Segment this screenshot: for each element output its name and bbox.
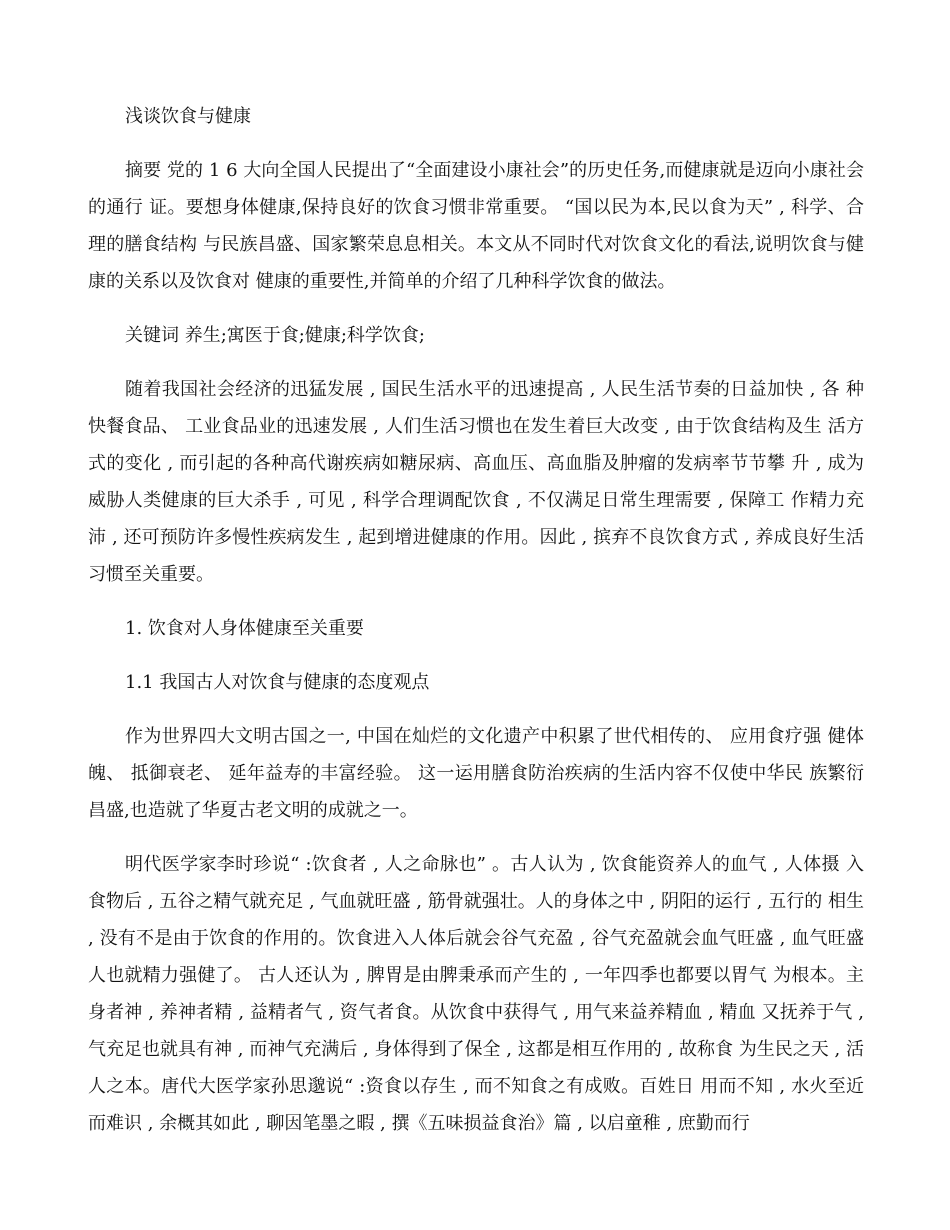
section-heading-1: 1. 饮食对人身体健康至关重要 (125, 618, 364, 639)
abstract-paragraph: 摘要 党的 1 6 大向全国人民提出了“全面建设小康社会”的历史任务,而健康就是迈向小康社会的通行 证。要想身体健康,保持良好的饮食习惯非常重要。 “国以民为本,民以食为天” , 科学、合理的膳食结构 与民族昌盛、国家繁荣息息相关。本文从不同时代对饮食文化的看法,说明饮食与健康的关系以及饮食对 健康的重要性,并简单的介绍了几种科学饮食的做法。 (88, 160, 864, 292)
keywords-paragraph: 关键词 养生;寓医于食;健康;科学饮食; (125, 325, 425, 346)
intro-paragraph: 随着我国社会经济的迅猛发展 , 国民生活水平的迅速提高 , 人民生活节奏的日益加快 , 各 种快餐食品、 工业食品业的迅速发展 , 人们生活习惯也在发生着巨大改变 , 由于饮食结构及生 活方式的变化 , 而引起的各种高代谢疾病如糖尿病、高血压、高血脂及肿瘤的发病率节节攀 升 , 成为威胁人类健康的巨大杀手 , 可见 , 科学合理调配饮食 , 不仅满足日常生理需要 , 保障工 作精力充沛 , 还可预防许多慢性疾病发生 , 起到增进健康的作用。因此 , 摈弃不良饮食方式 , 养成良好生活习惯至关重要。 (88, 379, 864, 585)
document-page (88, 98, 864, 1159)
body-paragraph-1: 作为世界四大文明古国之一, 中国在灿烂的文化遗产中积累了世代相传的、 应用食疗强 健体魄、 抵御衰老、 延年益寿的丰富经验。 这一运用膳食防治疾病的生活内容不仅使中华民 族繁衍昌盛,也造就了华夏古老文明的成就之一。 (88, 726, 864, 821)
section-heading-1-1: 1.1 我国古人对饮食与健康的态度观点 (125, 672, 430, 693)
document-title: 浅谈饮食与健康 (125, 106, 251, 127)
body-paragraph-2: 明代医学家李时珍说“ :饮食者 , 人之命脉也” 。古人认为 , 饮食能资养人的血气 , 人体摄 入食物后 , 五谷之精气就充足 , 气血就旺盛 , 筋骨就强壮。人的身体之中 , 阴阳的运行 , 五行的 相生 , 没有不是由于饮食的作用的。饮食进入人体后就会谷气充盈 , 谷气充盈就会血气旺盛 , 血气旺盛人也就精力强健了。 古人还认为 , 脾胃是由脾秉承而产生的 , 一年四季也都要以胃气 为根本。主身者神 , 养神者精 , 益精者气 , 资气者食。从饮食中获得气 , 用气来益养精血 , 精血 又抚养于气 , 气充足也就具有神 , 而神气充满后 , 身体得到了保全 , 这都是相互作用的 , 故称食 为生民之天 , 活人之本。唐代大医学家孙思邈说“ :资食以存生 , 而不知食之有成败。百姓日 用而不知 , 水火至近而难识 , 余概其如此 , 聊因笔墨之暇 , 撰《五味损益食治》篇 , 以启童稚 , 庶勤而行 (88, 854, 864, 1134)
